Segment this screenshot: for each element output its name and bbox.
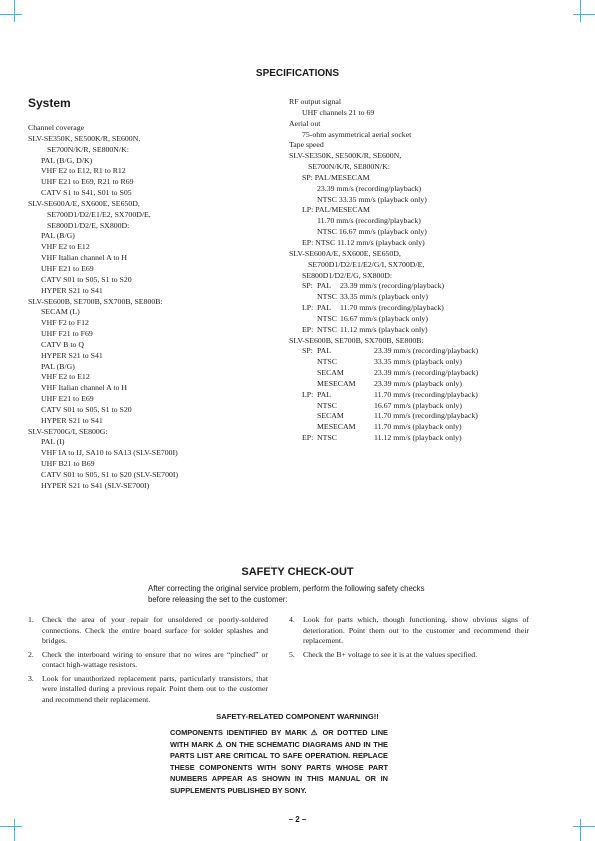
spec-line: UHF B21 to B69 <box>41 459 95 469</box>
spec-line: SE800D1/D2/E, SX800D: <box>47 220 130 230</box>
safety-checklist-right <box>289 615 529 663</box>
speed-row <box>289 314 579 325</box>
speed-system: SECAM <box>317 368 344 378</box>
speed-value: 11.70 mm/s (recording/playback) <box>374 389 478 399</box>
speed-value: 11.12 mm/s (playback only) <box>374 433 462 443</box>
spec-line: SE700D1/D2/E1/E2, SX700D/E, <box>47 209 151 219</box>
speed-system: PAL <box>317 389 332 399</box>
speed-row <box>289 379 579 390</box>
speed-value: 11.70 mm/s (playback only) <box>374 422 462 432</box>
spec-line: SLV-SE350K, SE500K/R, SE600N, <box>28 133 141 143</box>
spec-line: PAL (I) <box>41 437 65 447</box>
page-title: SPECIFICATIONS <box>255 68 340 79</box>
speed-row <box>289 433 579 444</box>
tape-speed-table-a <box>289 281 579 335</box>
spec-line: VHF F2 to F12 <box>41 318 89 328</box>
spec-line: HYPER S21 to S41 <box>41 350 103 360</box>
speed-row <box>289 325 579 336</box>
speed-system: NTSC <box>317 313 337 323</box>
spec-line: SE700D1/D2/E1/E2/G/I, SX700D/E, <box>308 259 425 269</box>
spec-line: PAL (B/G) <box>41 231 75 241</box>
speed-system: SECAM <box>317 411 344 421</box>
speed-system: NTSC <box>317 400 337 410</box>
spec-line: CATV S1 to S41, S01 to S05 <box>41 188 132 198</box>
spec-line: Tape speed <box>289 140 324 150</box>
speed-row <box>289 401 579 412</box>
spec-line: SLV-SE600A/E, SX600E, SE650D, <box>289 248 401 258</box>
spec-line: VHF E2 to E12, R1 to R12 <box>41 166 126 176</box>
spec-line: HYPER S21 to S41 <box>41 415 103 425</box>
speed-system: NTSC <box>317 324 337 334</box>
speed-system: NTSC <box>317 433 337 443</box>
speed-mode: LP: <box>302 303 314 313</box>
speed-row <box>289 422 579 433</box>
channel-coverage-column <box>28 123 278 492</box>
speed-value: 11.70 mm/s (recording/playback) <box>374 411 478 421</box>
speed-system: NTSC <box>317 292 337 302</box>
item-number: 2. <box>28 649 34 659</box>
spec-line: PAL (B/G, D/K) <box>41 155 93 165</box>
item-number: 5. <box>289 649 295 659</box>
spec-line: VHF E2 to E12 <box>41 242 90 252</box>
checklist-item <box>289 650 529 661</box>
spec-line: 11.70 mm/s (recording/playback) <box>317 216 421 226</box>
item-text: Look for unauthorized replacement parts, particularly transistors, that were installed during a previous repair. Point them out to the customer and recommend their replacement. <box>42 673 268 704</box>
checklist-item <box>28 650 268 671</box>
speed-value: 16.67 mm/s (playback only) <box>374 400 462 410</box>
crop-mark-top-right <box>573 14 595 15</box>
item-number: 4. <box>289 615 295 624</box>
checklist-item <box>28 674 268 706</box>
crop-mark-top-left <box>0 14 22 15</box>
spec-line: SE700N/K/R, SE800N/K: <box>308 162 390 172</box>
spec-line: 23.39 mm/s (recording/playback) <box>317 183 422 193</box>
speed-value: 16.67 mm/s (playback only) <box>340 313 428 323</box>
spec-line: NTSC 16.67 mm/s (playback only) <box>317 227 427 237</box>
speed-system: PAL <box>317 346 332 356</box>
speed-row <box>289 303 579 314</box>
spec-line: SLV-SE350K, SE500K/R, SE600N, <box>289 151 402 161</box>
spec-line: CATV S01 to S05, S1 to S20 <box>41 404 132 414</box>
speed-system: PAL <box>317 303 332 313</box>
spec-line: SLV-SE700G/I, SE800G: <box>28 426 108 436</box>
spec-line: 75-ohm asymmetrical aerial socket <box>302 129 412 139</box>
speed-row <box>289 292 579 303</box>
crop-mark-bottom-right <box>573 826 595 827</box>
speed-mode: EP: <box>302 324 314 334</box>
spec-line: UHF E21 to E69 <box>41 263 94 273</box>
spec-line: PAL (B/G) <box>41 361 75 371</box>
spec-line: HYPER S21 to S41 <box>41 285 103 295</box>
speed-value: 23.39 mm/s (recording/playback) <box>340 281 445 291</box>
spec-line: EP: NTSC 11.12 mm/s (playback only) <box>302 237 425 247</box>
speed-row <box>289 390 579 401</box>
spec-line: SP: PAL/MESECAM <box>302 172 370 182</box>
speed-value: 23.39 mm/s (recording/playback) <box>374 346 479 356</box>
spec-line: VHF IA to IJ, SA10 to SA13 (SLV-SE700I) <box>41 448 178 458</box>
spec-line: RF output signal <box>289 97 341 106</box>
speed-system: PAL <box>317 281 332 291</box>
page-number: – 2 – <box>288 815 307 824</box>
speed-mode: SP: <box>302 346 313 356</box>
speed-system: MESECAM <box>317 422 356 432</box>
warning-title: SAFETY-RELATED COMPONENT WARNING!! <box>216 712 379 721</box>
tape-speed-table-b <box>289 346 579 444</box>
speed-mode: EP: <box>302 433 314 443</box>
speed-row <box>289 346 579 357</box>
checklist-item <box>289 615 529 647</box>
spec-line: LP: PAL/MESECAM <box>302 205 370 215</box>
spec-line: VHF E2 to E12 <box>41 372 90 382</box>
spec-line: SE700N/K/R, SE800N/K: <box>47 144 129 154</box>
item-text: Look for parts which, though functioning, show obvious signs of deterioration. Point them out to the customer and recommend their replacement. <box>303 615 529 645</box>
speed-row <box>289 411 579 422</box>
crop-mark-bottom-left <box>0 826 22 827</box>
speed-system: NTSC <box>317 357 337 367</box>
warning-body: COMPONENTS IDENTIFIED BY MARK ⚠ OR DOTTED LINE WITH MARK ⚠ ON THE SCHEMATIC DIAGRAMS AND IN THE PARTS LIST ARE CRITICAL TO SAFE OPERATION. REPLACE THESE COMPONENTS WITH SONY PARTS WHOSE PART NUMBERS APPEAR AS SHOWN IN THIS MANUAL OR IN SUPPLEMENTS PUBLISHED BY SONY. <box>170 728 388 795</box>
item-text: Check the interboard wiring to ensure that no wires are “pinched” or contact high-wattage resistors. <box>42 649 268 669</box>
item-text: Check the area of your repair for unsoldered or poorly-soldered connections. Check the entire board surface for solder splashes and bridges. <box>42 615 268 645</box>
item-number: 1. <box>28 615 34 624</box>
right-spec-lines <box>289 97 579 281</box>
spec-line: SLV-SE600B, SE700B, SX700B, SE800B: <box>28 296 163 306</box>
speed-value: 23.39 mm/s (playback only) <box>374 378 462 388</box>
safety-check-intro: After correcting the original service problem, perform the following safety checks before releasing the set to the customer: <box>148 584 425 604</box>
checklist-item <box>28 615 268 647</box>
speed-value: 33.35 mm/s (playback only) <box>374 357 462 367</box>
spec-line: VHF Italian channel A to H <box>41 383 127 393</box>
spec-line: SE800D1/D2/E/G, SX800D: <box>302 270 393 280</box>
speed-value: 11.12 mm/s (playback only) <box>340 324 428 334</box>
spec-line: CATV B to Q <box>41 339 84 349</box>
signal-and-tape-speed-column <box>289 97 579 444</box>
speed-value: 23.39 mm/s (recording/playback) <box>374 368 479 378</box>
speed-mode: SP: <box>302 281 313 291</box>
model-line: SLV-SE600B, SE700B, SX700B, SE800B: <box>289 335 424 345</box>
speed-value: 33.35 mm/s (playback only) <box>340 292 428 302</box>
spec-line: UHF channels 21 to 69 <box>302 107 375 117</box>
safety-checklist-left <box>28 615 268 708</box>
spec-line: VHF Italian channel A to H <box>41 253 127 263</box>
item-number: 3. <box>28 673 34 683</box>
section-heading-system: System <box>28 96 71 110</box>
speed-mode: LP: <box>302 389 314 399</box>
safety-check-title: SAFETY CHECK-OUT <box>241 566 354 578</box>
spec-line: SLV-SE600A/E, SX600E, SE650D, <box>28 198 140 208</box>
spec-line: SECAM (L) <box>41 307 80 317</box>
spec-line: CATV S01 to S05, S1 to S20 <box>41 274 132 284</box>
speed-row <box>289 281 579 292</box>
speed-row <box>289 357 579 368</box>
spec-line: HYPER S21 to S41 (SLV-SE700I) <box>41 480 150 490</box>
crop-mark-top-right <box>580 0 581 22</box>
speed-value: 11.70 mm/s (recording/playback) <box>340 303 444 313</box>
spec-line: NTSC 33.35 mm/s (playback only) <box>317 194 427 204</box>
spec-line: UHF F21 to F69 <box>41 329 93 339</box>
spec-line: UHF E21 to E69 <box>41 394 94 404</box>
item-text: Check the B+ voltage to see it is at the values specified. <box>303 649 478 659</box>
spec-line: CATV S01 to S05, S1 to S20 (SLV-SE700I) <box>41 470 179 479</box>
speed-row <box>289 368 579 379</box>
speed-system: MESECAM <box>317 378 356 388</box>
spec-line: UHF E21 to E69, R21 to R69 <box>41 177 134 187</box>
crop-mark-top-left <box>14 0 15 22</box>
spec-line: Channel coverage <box>28 123 85 132</box>
spec-line: Aerial out <box>289 118 321 128</box>
